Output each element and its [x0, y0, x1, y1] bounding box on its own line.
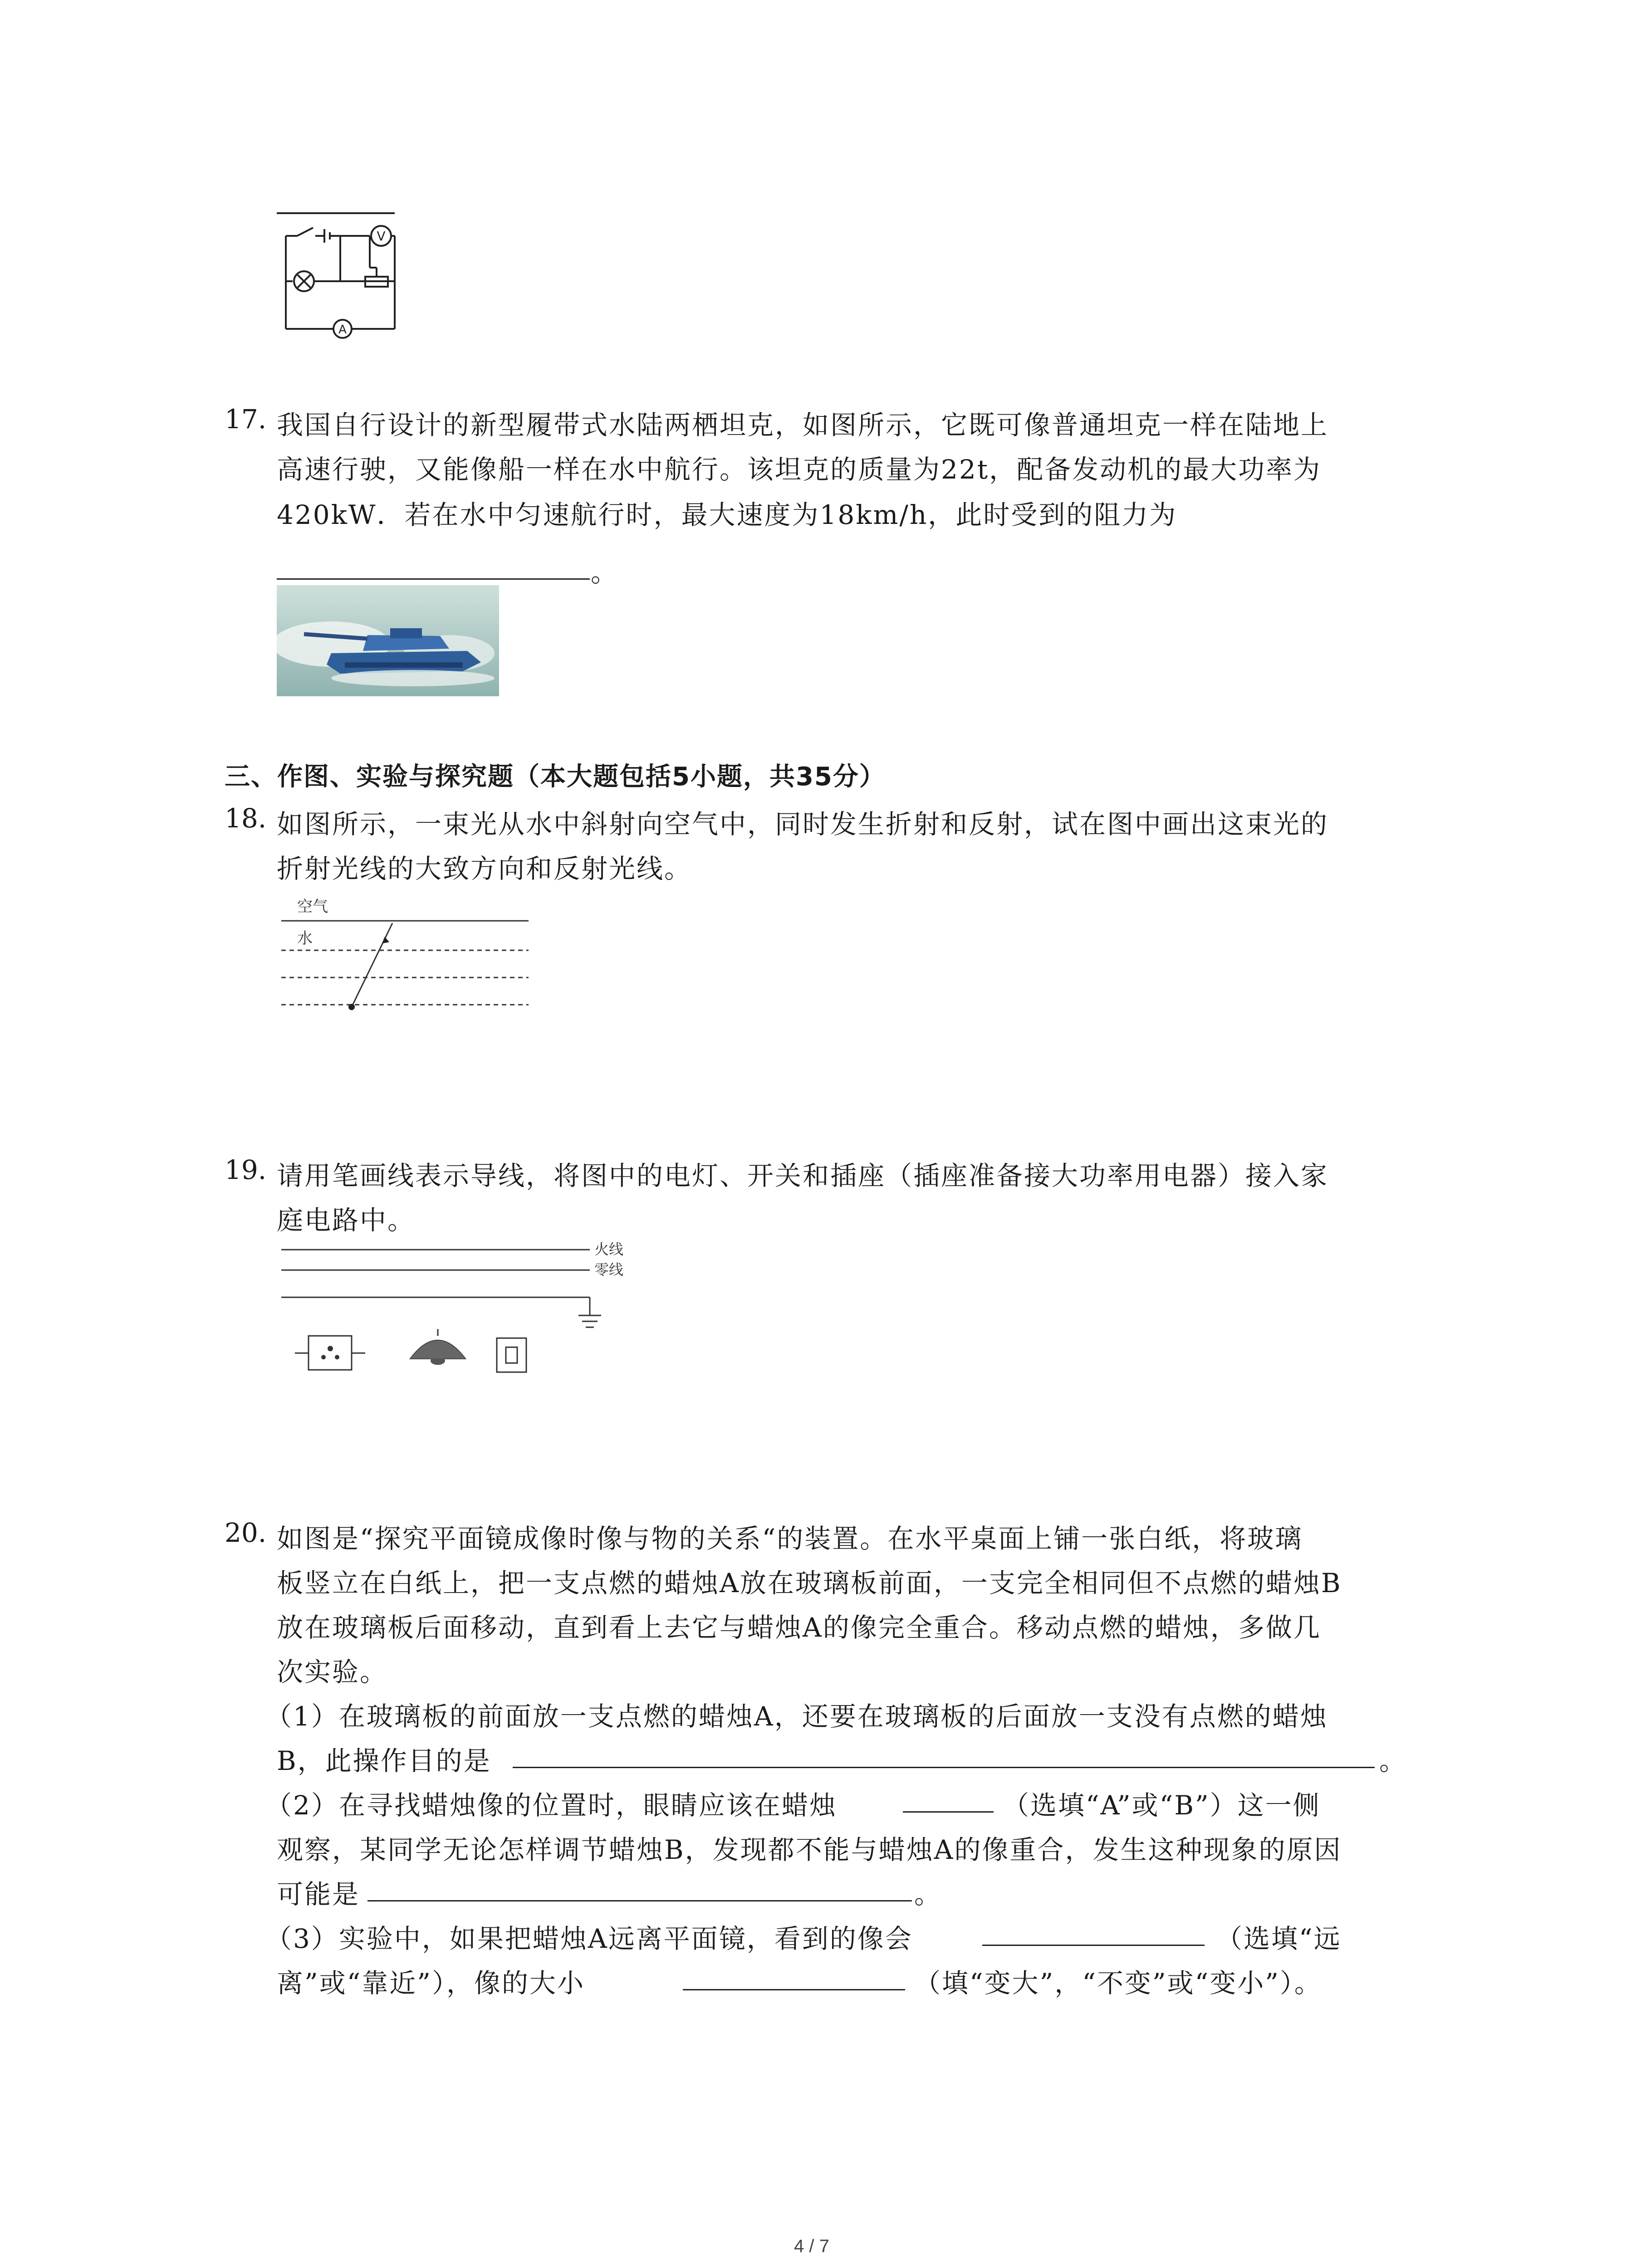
label-live-wire: 火线	[594, 1241, 624, 1258]
question-17-period: 。	[591, 557, 619, 588]
question-20-part-3-blank-image[interactable]	[982, 1945, 1205, 1946]
circuit-diagram	[272, 209, 408, 340]
question-20-part-3-line-1b: （选填“远	[1216, 1923, 1342, 1954]
question-20-line-3: 放在玻璃板后面移动，直到看上去它与蜡烛A的像完全重合。移动点燃的蜡烛，多做几	[277, 1612, 1321, 1643]
question-20-part-3-line-1a: （3）实验中，如果把蜡烛A远离平面镜，看到的像会	[265, 1923, 913, 1954]
question-20-part-2-line-2: 观察，某同学无论怎样调节蜡烛B，发现都不能与蜡烛A的像重合，发生这种现象的原因	[277, 1834, 1342, 1865]
question-20-line-1: 如图是“探究平面镜成像时像与物的关系“的装置。在水平桌面上铺一张白纸，将玻璃	[277, 1523, 1303, 1554]
question-19-line-2: 庭电路中。	[277, 1205, 416, 1236]
question-20-part-1-blank[interactable]	[513, 1767, 1375, 1768]
question-20-part-3-blank-size[interactable]	[683, 1989, 905, 1990]
question-20-part-2-line-3: 可能是	[277, 1879, 360, 1910]
question-18-line-1: 如图所示，一束光从水中斜射向空气中，同时发生折射和反射，试在图中画出这束光的	[277, 809, 1329, 840]
question-20-part-1-line-1: （1）在玻璃板的前面放一支点燃的蜡烛A，还要在玻璃板的后面放一支没有点燃的蜡烛	[265, 1701, 1328, 1732]
question-17-line-1: 我国自行设计的新型履带式水陆两栖坦克，如图所示，它既可像普通坦克一样在陆地上	[277, 410, 1329, 440]
svg-text:V: V	[377, 229, 386, 244]
question-20-part-2-period: 。	[914, 1879, 942, 1910]
question-20-number: 20.	[225, 1517, 267, 1548]
question-17-answer-blank[interactable]	[277, 556, 590, 580]
question-20-part-2-blank-candle[interactable]	[903, 1811, 994, 1813]
question-20-part-1-line-2: B，此操作目的是	[277, 1745, 491, 1776]
question-19-line-1: 请用笔画线表示导线，将图中的电灯、开关和插座（插座准备接大功率用电器）接入家	[277, 1160, 1329, 1191]
question-20-part-2-blank-reason[interactable]	[367, 1900, 912, 1901]
household-circuit-diagram	[277, 1238, 640, 1383]
refraction-diagram	[277, 891, 531, 1023]
question-17-line-2: 高速行驶，又能像船一样在水中航行。该坦克的质量为22t，配备发动机的最大功率为	[277, 454, 1322, 485]
label-air: 空气	[297, 898, 328, 916]
question-17-number: 17.	[225, 404, 267, 435]
question-18-line-2: 折射光线的大致方向和反射光线。	[277, 853, 692, 884]
question-19-number: 19.	[225, 1154, 267, 1185]
question-17-line-3: 420kW．若在水中匀速航行时，最大速度为18km/h，此时受到的阻力为	[277, 499, 1177, 530]
section-3-heading: 三、作图、实验与探究题（本大题包括5小题，共35分）	[225, 762, 886, 792]
question-20-line-4: 次实验。	[277, 1657, 388, 1687]
question-20-part-2-line-1b: （选填“A”或“B”）这一侧	[1003, 1790, 1321, 1821]
label-water: 水	[297, 929, 313, 948]
question-20-line-2: 板竖立在白纸上，把一支点燃的蜡烛A放在玻璃板前面，一支完全相同但不点燃的蜡烛B	[277, 1568, 1342, 1598]
question-20-part-1-period: 。	[1379, 1745, 1407, 1776]
svg-text:A: A	[338, 323, 347, 337]
page-number: 4 / 7	[794, 2236, 829, 2256]
label-neutral-wire: 零线	[594, 1261, 624, 1278]
amphibious-tank-photo	[277, 585, 499, 696]
question-18-number: 18.	[225, 803, 267, 834]
question-20-part-2-line-1a: （2）在寻找蜡烛像的位置时，眼睛应该在蜡烛	[265, 1790, 837, 1821]
question-20-part-3-line-2b: （填“变大”，“不变”或“变小”）。	[914, 1968, 1322, 1999]
question-20-part-3-line-2a: 离”或“靠近”），像的大小	[277, 1968, 585, 1999]
